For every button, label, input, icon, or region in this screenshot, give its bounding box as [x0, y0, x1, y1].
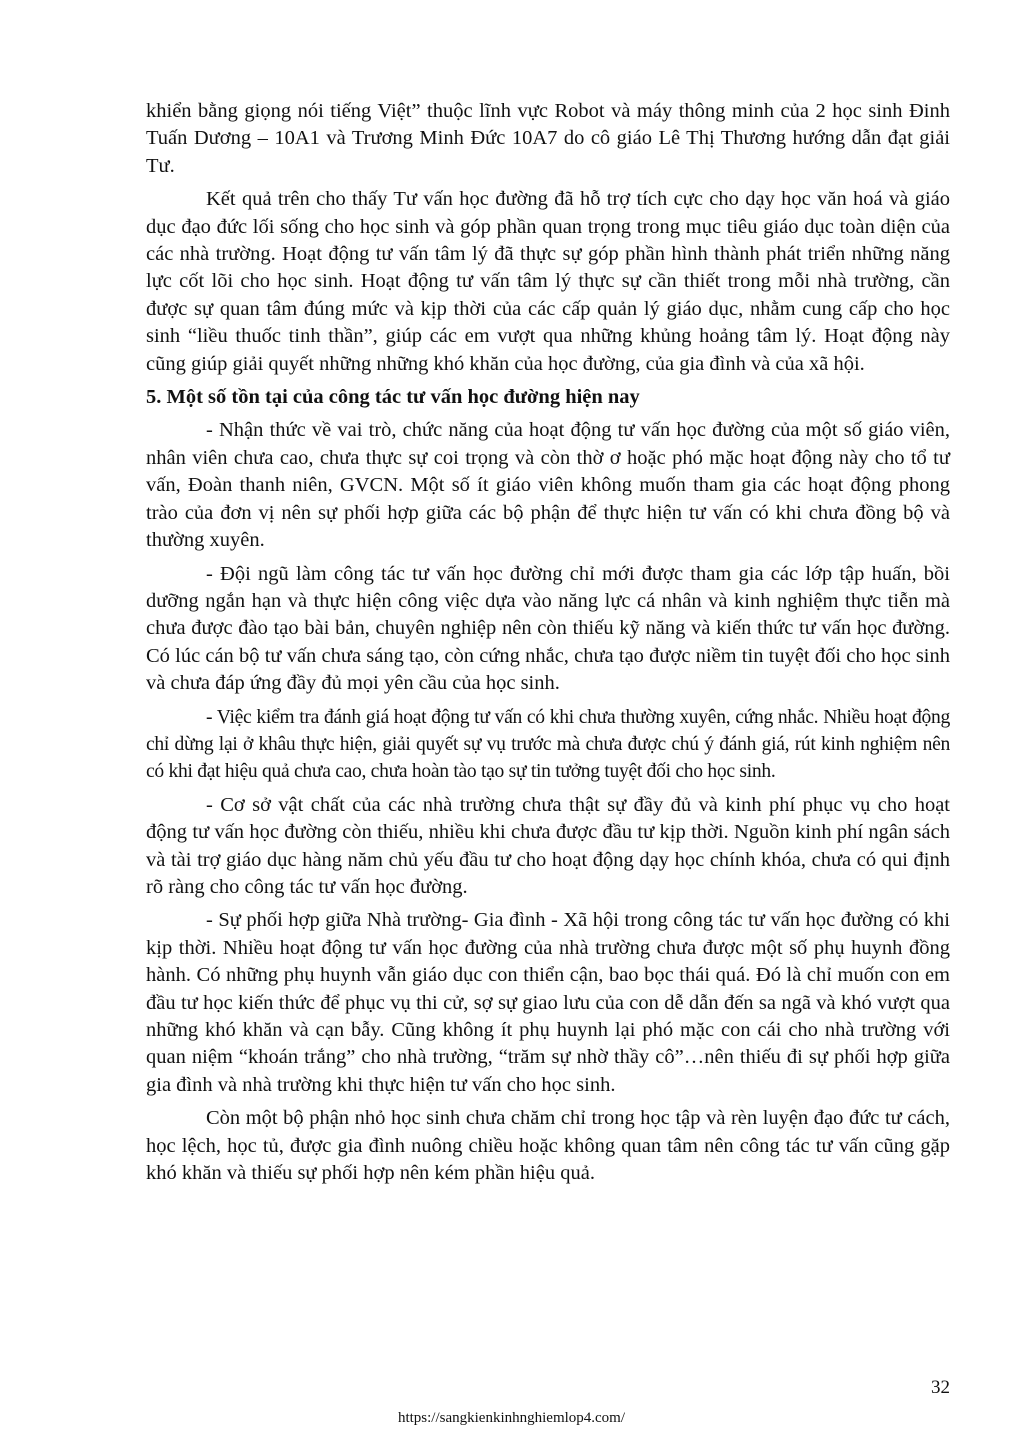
paragraph-results: Kết quả trên cho thấy Tư vấn học đường đã hỗ trợ tích cực cho dạy học văn hoá và giáo dục đạo đức lối sống cho học sinh và góp phần quan trọng trong mục tiêu giáo dục toàn diện của các nhà trường. Hoạt động tư vấn tâm lý đã thực sự góp phần hình thành phát triển những năng lực cốt lõi cho học sinh. Hoạt động tư vấn tâm lý thực sự cần thiết trong mỗi nhà trường, cần được sự quan tâm đúng mức và kịp thời của các cấp quản lý giáo dục, nhằm cung cấp cho học sinh “liều thuốc tinh thần”, giúp các em vượt qua những khủng hoảng tâm lý. Hoạt động này cũng giúp giải quyết những những khó khăn của học đường, của gia đình và của xã hội. — [146, 188, 950, 375]
paragraph-coordination: - Sự phối hợp giữa Nhà trường- Gia đình - Xã hội trong công tác tư vấn học đường có khi kịp thời. Nhiều hoạt động tư vấn học đường của nhà trường chưa được một số phụ huynh đồng hành. Có những phụ huynh vẫn giáo dục con thiển cận, bao bọc thái quá. Đó là chỉ muốn con em đầu tư học kiến thức để phục vụ thi cử, sợ sự giao lưu của con dễ dẫn đến sa ngã và khó vượt qua những khó khăn và cạn bẫy. Cũng không ít phụ huynh lại phó mặc con cái cho nhà trường với quan niệm “khoán trắng” cho nhà trường, “trăm sự nhờ thầy cô”…nên thiếu đi sự phối hợp giữa gia đình và nhà trường khi thực hiện tư vấn cho học sinh. — [146, 909, 950, 1096]
footer-url[interactable]: https://sangkienkinhnghiemlop4.com/ — [397, 1410, 626, 1426]
paragraph-facilities: - Cơ sở vật chất của các nhà trường chưa thật sự đầy đủ và kinh phí phục vụ cho hoạt động tư vấn học đường còn thiếu, nhiều khi chưa được đầu tư kịp thời. Nguồn kinh phí ngân sách và tài trợ giáo dục hàng năm chủ yếu đầu tư cho hoạt động dạy học chính khóa, chưa có qui định rõ ràng cho công tác tư vấn học đường. — [146, 793, 950, 898]
paragraph-evaluation: - Việc kiểm tra đánh giá hoạt động tư vấn có khi chưa thường xuyên, cứng nhắc. Nhiều hoạt động chỉ dừng lại ở khâu thực hiện, giải quyết sự vụ trước mà chưa được chú ý đánh giá, rút kinh nghiệm nên có khi đạt hiệu quả chưa cao, chưa hoàn tào tạo sự tin tưởng tuyệt đối cho học sinh. — [146, 706, 950, 783]
section-heading: 5. Một số tồn tại của công tác tư vấn học đường hiện nay — [146, 386, 640, 409]
paragraph-continuation: khiển bằng giọng nói tiếng Việt” thuộc lĩnh vực Robot và máy thông minh của 2 học sinh Đinh Tuấn Dương – 10A1 và Trương Minh Đức 10A7 do cô giáo Lê Thị Thương hướng dẫn đạt giải Tư. — [146, 100, 950, 177]
document-page — [146, 98, 950, 1193]
paragraph-awareness: - Nhận thức về vai trò, chức năng của hoạt động tư vấn học đường của một số giáo viên, nhân viên chưa cao, chưa thực sự coi trọng và còn thờ ơ hoặc phó mặc hoạt động này cho tổ tư vấn, Đoàn thanh niên, GVCN. Một số ít giáo viên không muốn tham gia các hoạt động phong trào của đơn vị nên sự phối hợp giữa các bộ phận để thực hiện tư vấn có khi chưa đồng bộ và thường xuyên. — [146, 419, 950, 552]
paragraph-staff: - Đội ngũ làm công tác tư vấn học đường chỉ mới được tham gia các lớp tập huấn, bồi dưỡng ngắn hạn và thực hiện công việc dựa vào năng lực cá nhân và kinh nghiệm thực tiễn mà chưa được đào tạo bài bản, chuyên nghiệp nên còn thiếu kỹ năng và kiến thức tư vấn học đường. Có lúc cán bộ tư vấn chưa sáng tạo, còn cứng nhắc, chưa tạo được niềm tin tuyệt đối cho học sinh và chưa đáp ứng đầy đủ mọi yên cầu của học sinh. — [146, 562, 950, 695]
page-number: 32 — [931, 1377, 950, 1398]
paragraph-students: Còn một bộ phận nhỏ học sinh chưa chăm chỉ trong học tập và rèn luyện đạo đức tư cách, học lệch, học tủ, được gia đình nuông chiều hoặc không quan tâm nên công tác tư vấn cũng gặp khó khăn và thiếu sự phối hợp nên kém phần hiệu quả. — [146, 1107, 950, 1185]
